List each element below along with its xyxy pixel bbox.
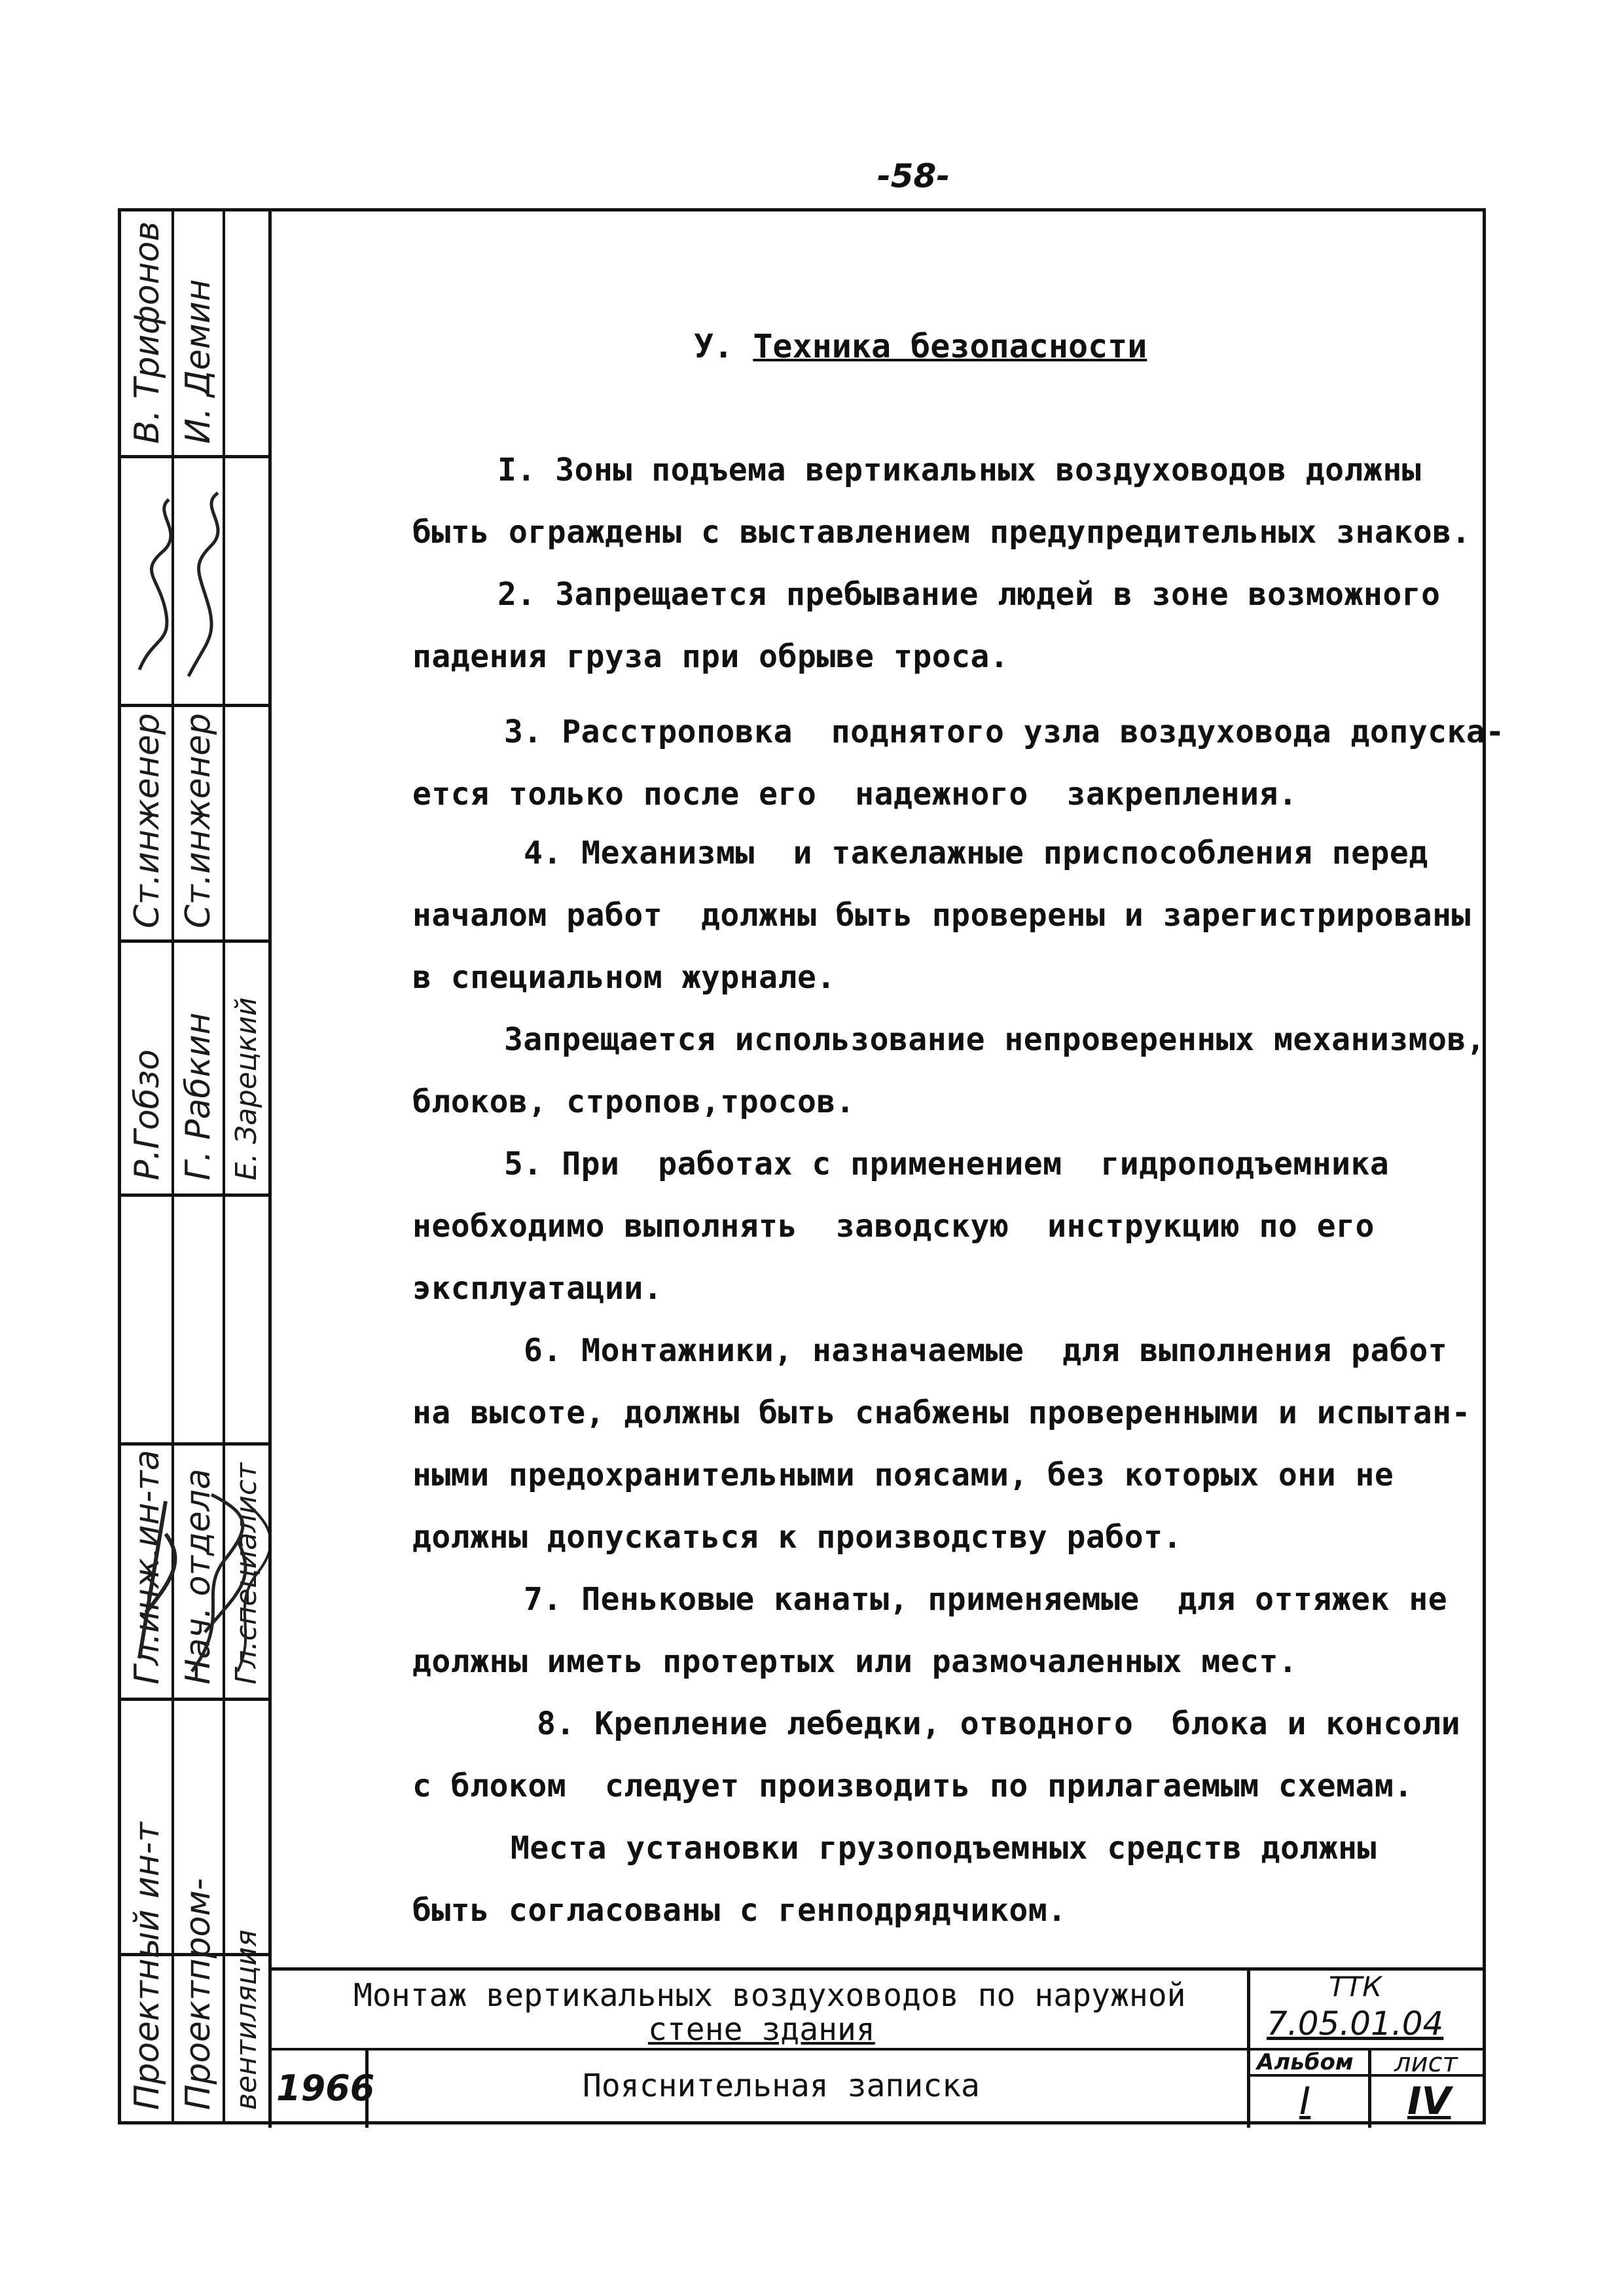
body-line: должны иметь протертых или размочаленных мест. bbox=[412, 1643, 1298, 1680]
document-subtitle: Пояснительная записка bbox=[583, 2068, 980, 2104]
strip-position: Ст.инженер bbox=[179, 713, 218, 928]
signature-icon bbox=[126, 473, 225, 696]
body-line: быть ограждены с выставлением предупредительных знаков. bbox=[412, 514, 1471, 551]
body-line: 7. Пеньковые канаты, применяемые для оттяжек не bbox=[524, 1581, 1448, 1618]
body-line: быть согласованы с генподрядчиком. bbox=[412, 1892, 1067, 1929]
body-line: необходимо выполнять заводскую инструкцию по его bbox=[412, 1208, 1375, 1245]
body-line: 4. Механизмы и такелажные приспособления перед bbox=[524, 835, 1428, 871]
year: 1966 bbox=[276, 2068, 375, 2109]
signature-icon bbox=[126, 1462, 272, 1685]
strip-position: Нач. отдела bbox=[179, 1468, 218, 1685]
strip-organization: Проектный ин-т bbox=[128, 1822, 167, 2110]
body-line: 6. Монтажники, назначаемые для выполнения работ bbox=[524, 1332, 1448, 1369]
strip-divider bbox=[121, 704, 270, 707]
tb-divider bbox=[1247, 1971, 1250, 2128]
body-line: блоков, стропов,тросов. bbox=[412, 1084, 856, 1120]
section-title: Техника безопасности bbox=[753, 327, 1147, 365]
strip-name: В. Трифонов bbox=[128, 221, 167, 444]
section-number: У. bbox=[694, 327, 734, 365]
body-line: I. Зоны подъема вертикальных воздуховодов должны bbox=[497, 452, 1422, 488]
album-value: I bbox=[1299, 2079, 1311, 2123]
body-line: ными предохранительными поясами, без которых они не bbox=[412, 1457, 1394, 1493]
title-block bbox=[268, 1967, 1486, 2124]
strip-position: Гл.инж.ин-та bbox=[128, 1449, 167, 1685]
body-line: с блоком следует производить по прилагаемым схемам. bbox=[412, 1768, 1413, 1804]
section-heading bbox=[694, 327, 1147, 365]
body-line: 5. При работах с применением гидроподъемника bbox=[504, 1146, 1390, 1182]
strip-divider bbox=[121, 1698, 270, 1701]
strip-position: Гл.специалист bbox=[230, 1463, 263, 1685]
document-title-continued: стене здания bbox=[648, 2011, 875, 2048]
strip-divider bbox=[121, 1442, 270, 1446]
body-line: в специальном журнале. bbox=[412, 959, 836, 996]
strip-name: Р.Гобзо bbox=[128, 1049, 167, 1180]
document-code: 7.05.01.04 bbox=[1267, 2005, 1444, 2043]
body-line: падения груза при обрыве троса. bbox=[412, 638, 1009, 675]
body-line: на высоте, должны быть снабжены проверенными и испытан- bbox=[412, 1394, 1471, 1431]
sheet-label: лист bbox=[1394, 2048, 1458, 2078]
body-line: 8. Крепление лебедки, отводного блока и консоли bbox=[537, 1705, 1461, 1742]
strip-name: Г. Рабкин bbox=[179, 1012, 218, 1180]
strip-name: И. Демин bbox=[179, 279, 218, 444]
body-line: должны допускаться к производству работ. bbox=[412, 1519, 1182, 1556]
body-line: эксплуатации. bbox=[412, 1270, 663, 1307]
strip-divider bbox=[121, 455, 270, 458]
album-label: Альбом bbox=[1257, 2049, 1354, 2075]
tb-divider bbox=[1368, 2048, 1371, 2128]
sheet-value: IV bbox=[1407, 2079, 1451, 2123]
body-line: началом работ должны быть проверены и зарегистрированы bbox=[412, 897, 1471, 934]
strip-organization: Проектпром- bbox=[179, 1878, 218, 2110]
strip-divider bbox=[121, 939, 270, 943]
strip-organization: вентиляция bbox=[230, 1929, 263, 2110]
page-number: -58- bbox=[877, 157, 950, 195]
document-title: Монтаж вертикальных воздуховодов по наружной bbox=[353, 1977, 1186, 2014]
code-label: ТТК bbox=[1329, 1971, 1382, 2003]
strip-name: Е. Зарецкий bbox=[230, 997, 263, 1180]
body-line: 2. Запрещается пребывание людей в зоне возможного bbox=[497, 576, 1441, 613]
body-line: Запрещается использование непроверенных механизмов, bbox=[504, 1021, 1486, 1058]
strip-divider bbox=[121, 1194, 270, 1197]
body-line: 3. Расстроповка поднятого узла воздуховода допуска- bbox=[504, 714, 1505, 750]
body-line: ется только после его надежного закрепления. bbox=[412, 776, 1298, 812]
strip-position: Ст.инженер bbox=[128, 713, 167, 928]
approval-strip bbox=[118, 208, 270, 2124]
body-line: Места установки грузоподъемных средств должны bbox=[511, 1830, 1377, 1867]
